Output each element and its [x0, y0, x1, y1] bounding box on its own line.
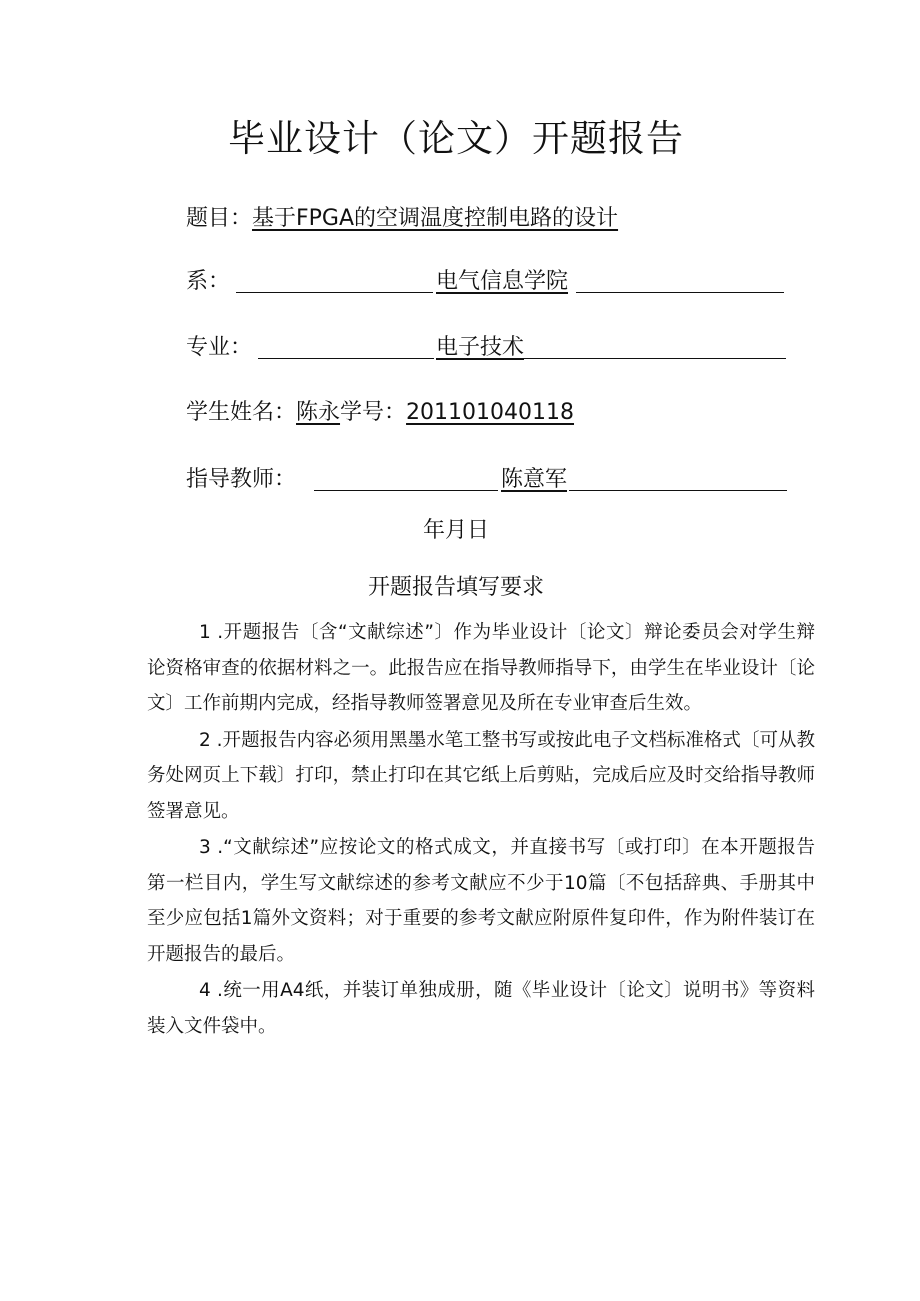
student-id-value: 201101040118	[406, 400, 575, 425]
requirement-item-4: 4 .统一用A4纸，并装订单独成册，随《毕业设计〔论文〕说明书》等资料装入文件袋中。	[147, 980, 815, 1037]
major-label: 专业：	[186, 335, 253, 360]
date-line: 年月日	[422, 518, 489, 543]
department-label: 系：	[186, 269, 231, 294]
advisor-underline-right	[569, 463, 787, 491]
requirements-body	[147, 615, 815, 1045]
major-value: 电子技术	[436, 335, 525, 360]
requirements-heading: 开题报告填写要求	[367, 575, 544, 600]
topic-label: 题目：	[186, 206, 253, 231]
document-title: 毕业设计（论文）开题报告	[228, 117, 684, 160]
student-value: 陈永	[296, 400, 341, 425]
major-underline-right	[524, 331, 786, 359]
advisor-row	[186, 463, 787, 497]
student-row	[186, 396, 574, 430]
advisor-value: 陈意军	[501, 467, 568, 492]
major-underline-left	[258, 331, 434, 359]
department-value: 电气信息学院	[436, 269, 569, 294]
advisor-label: 指导教师：	[186, 467, 297, 492]
requirement-item-2: 2 .开题报告内容必须用黑墨水笔工整书写或按此电子文档标准格式〔可从教务处网页上下载〕打印，禁止打印在其它纸上后剪贴，完成后应及时交给指导教师签署意见。	[147, 729, 815, 822]
major-row	[186, 331, 786, 365]
advisor-underline-left	[314, 463, 498, 491]
department-row	[186, 265, 784, 299]
student-id-label: 学号：	[340, 400, 407, 425]
student-label: 学生姓名：	[186, 400, 297, 425]
topic-row	[186, 202, 618, 236]
topic-value: 基于FPGA的空调温度控制电路的设计	[252, 206, 619, 231]
department-underline-left	[236, 265, 433, 293]
requirement-item-3: 3 .“文献综述”应按论文的格式成文，并直接书写〔或打印〕在本开题报告第一栏目内，学生写文献综述的参考文献应不少于10篇〔不包括辞典、手册其中至少应包括1篇外文资料；对于重要的参考文献应附原件复印件，作为附件装订在开题报告的最后。	[147, 837, 815, 965]
department-underline-right	[576, 265, 784, 293]
requirement-item-1: 1 .开题报告〔含“文献综述”〕作为毕业设计〔论文〕辩论委员会对学生辩论资格审查的依据材料之一。此报告应在指导教师指导下，由学生在毕业设计〔论文〕工作前期内完成，经指导教师签署意见及所在专业审查后生效。	[147, 622, 815, 714]
